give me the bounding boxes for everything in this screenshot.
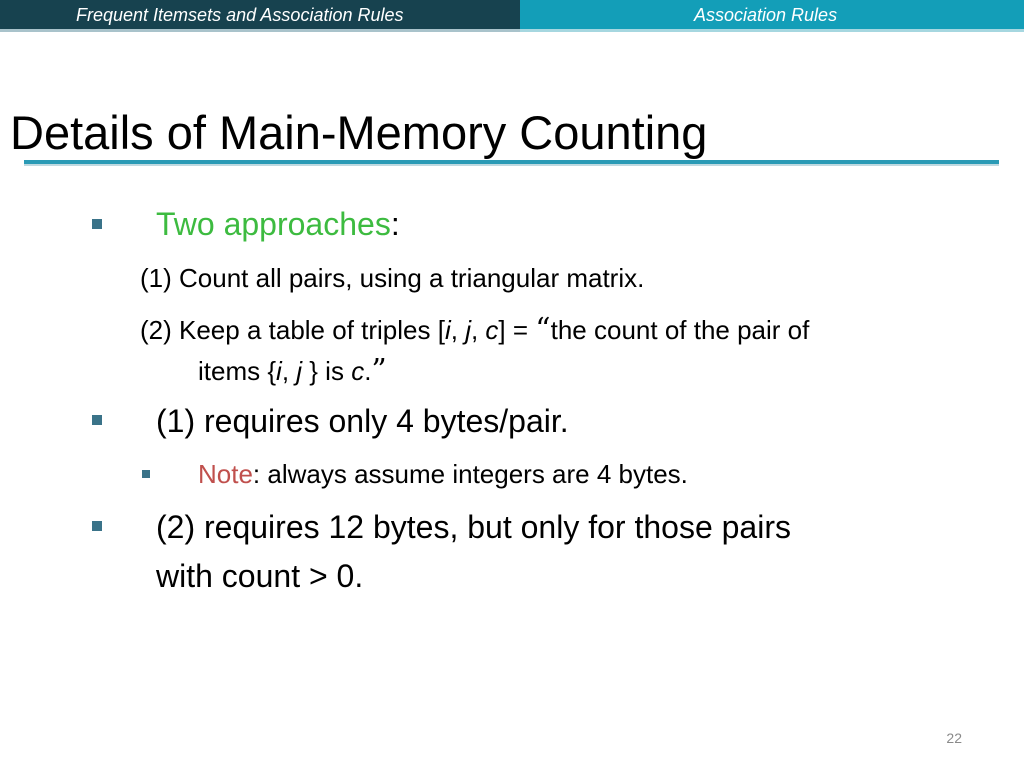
option-2-line-1: [140, 312, 809, 347]
bullet-marker: [92, 219, 102, 229]
option-1-line: (1) Count all pairs, using a triangular matrix.: [140, 263, 645, 293]
header-left-label: Frequent Itemsets and Association Rules: [76, 5, 404, 25]
var-c: c: [351, 356, 365, 386]
note-line: [198, 459, 688, 490]
title-underline-shadow: [24, 164, 999, 166]
open-quote: “: [535, 312, 551, 347]
bullet-approaches: [156, 206, 400, 243]
header-bar: [0, 0, 1024, 32]
note-label: Note: [198, 459, 253, 489]
header-section-left: [0, 0, 520, 32]
option-2-text: (2) Keep a table of triples [: [140, 315, 445, 345]
var-j: j: [465, 315, 471, 345]
sub-bullet-marker: [142, 470, 150, 478]
bullet-marker: [92, 415, 102, 425]
option-2-text-end: the count of the pair of: [550, 315, 810, 345]
var-i: i: [276, 356, 282, 386]
bullet-marker: [92, 521, 102, 531]
bullet-requires-1: (1) requires only 4 bytes/pair.: [156, 403, 569, 439]
page-number: 22: [946, 730, 962, 746]
close-quote: ”: [371, 353, 387, 388]
comma: ,: [470, 315, 486, 345]
comma: ,: [281, 356, 297, 386]
approaches-suffix: :: [390, 206, 400, 242]
header-right-label: Association Rules: [694, 5, 838, 25]
equals-text: ] =: [498, 315, 536, 345]
is-text: } is: [302, 356, 352, 386]
items-text: items {: [198, 356, 277, 386]
var-c: c: [485, 315, 499, 345]
bullet-requires-2-line-2: with count > 0.: [156, 558, 364, 594]
approaches-highlight: Two approaches: [156, 206, 391, 242]
var-i: i: [444, 315, 451, 345]
var-j: j: [296, 356, 303, 386]
bullet-requires-2-line-1: (2) requires 12 bytes, but only for those pairs: [156, 509, 791, 545]
period: .: [364, 356, 372, 386]
option-2-line-2: [198, 353, 387, 388]
comma: ,: [450, 315, 466, 345]
header-section-right: [520, 0, 1024, 32]
note-text: : always assume integers are 4 bytes.: [252, 459, 688, 489]
slide-title: Details of Main-Memory Counting: [10, 106, 708, 159]
